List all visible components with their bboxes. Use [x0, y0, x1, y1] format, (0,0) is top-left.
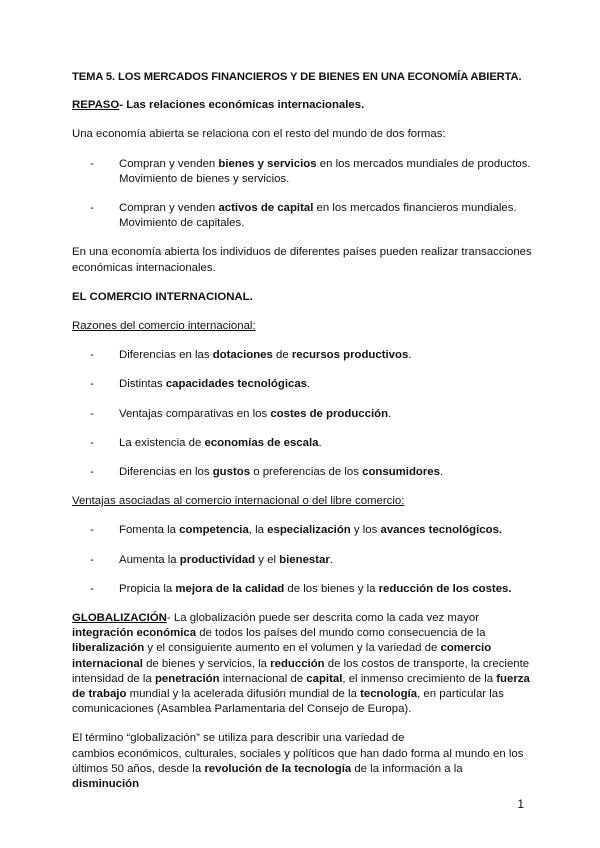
- razones-heading: Razones del comercio internacional:: [72, 320, 256, 333]
- globalizacion-paragraph: GLOBALIZACIÓN- La globalización puede ser descrita como la cada vez mayor integración económica de todos los países del mundo como consecuencia de la liberalización y el consiguiente aumento en el volumen y la variedad de comercio internacional de bienes y servicios, la reducción de los costos de transporte, la creciente intensidad de la penetración internacional de capital, el inmenso crecimiento de la fuerza de trabajo mundial y la acelerada difusión mundial de la tecnología, en particular las comunicaciones (Asamblea Parlamentaria del Consejo de Europa).: [72, 612, 530, 716]
- list-item: - Aumenta la productividad y el bienestar.: [90, 553, 333, 566]
- repaso-heading: [72, 98, 532, 113]
- open-economy-paragraph: En una economía abierta los individuos de diferentes países pueden realizar transacciones económicas internacionales.: [72, 246, 532, 274]
- list-item: - Compran y venden bienes y servicios en los mercados mundiales de productos. Movimiento de bienes y servicios.: [90, 157, 531, 185]
- repaso-rest: - Las relaciones económicas internacionales.: [119, 99, 365, 112]
- page-title: TEMA 5. LOS MERCADOS FINANCIEROS Y DE BIENES EN UNA ECONOMÍA ABIERTA.: [72, 71, 522, 83]
- repaso-lead: REPASO: [72, 99, 120, 112]
- document-page: [72, 70, 532, 792]
- list-item: - Diferencias en los gustos o preferencias de los consumidores.: [90, 466, 444, 479]
- forms-list: [72, 157, 532, 232]
- list-item: - Compran y venden activos de capital en los mercados financieros mundiales. Movimiento de capitales.: [90, 202, 517, 230]
- page-number: 1: [517, 797, 524, 811]
- razones-list: [72, 348, 532, 480]
- ventajas-heading: Ventajas asociadas al comercio internacional o del libre comercio:: [72, 495, 405, 508]
- list-item: - Ventajas comparativas en los costes de producción.: [90, 407, 392, 420]
- list-item: - Diferencias en las dotaciones de recursos productivos.: [90, 349, 412, 362]
- list-item: - Distintas capacidades tecnológicas.: [90, 378, 311, 391]
- ventajas-list: [72, 523, 532, 597]
- globalizacion-lead: GLOBALIZACIÓN: [72, 612, 167, 625]
- list-item: - La existencia de economías de escala.: [90, 436, 322, 449]
- comercio-heading: EL COMERCIO INTERNACIONAL.: [72, 290, 253, 303]
- intro-paragraph: Una economía abierta se relaciona con el resto del mundo de dos formas:: [72, 128, 446, 141]
- list-item: - Propicia la mejora de la calidad de los bienes y la reducción de los costes.: [90, 582, 512, 595]
- globalizacion-term-paragraph: El término “globalización” se utiliza para describir una variedad de cambios económicos, culturales, sociales y políticos que han dado forma al mundo en los últimos 50 años, desde la revolución de la tecnología de la información a la disminución: [72, 732, 524, 791]
- list-item: - Fomenta la competencia, la especialización y los avances tecnológicos.: [90, 524, 503, 537]
